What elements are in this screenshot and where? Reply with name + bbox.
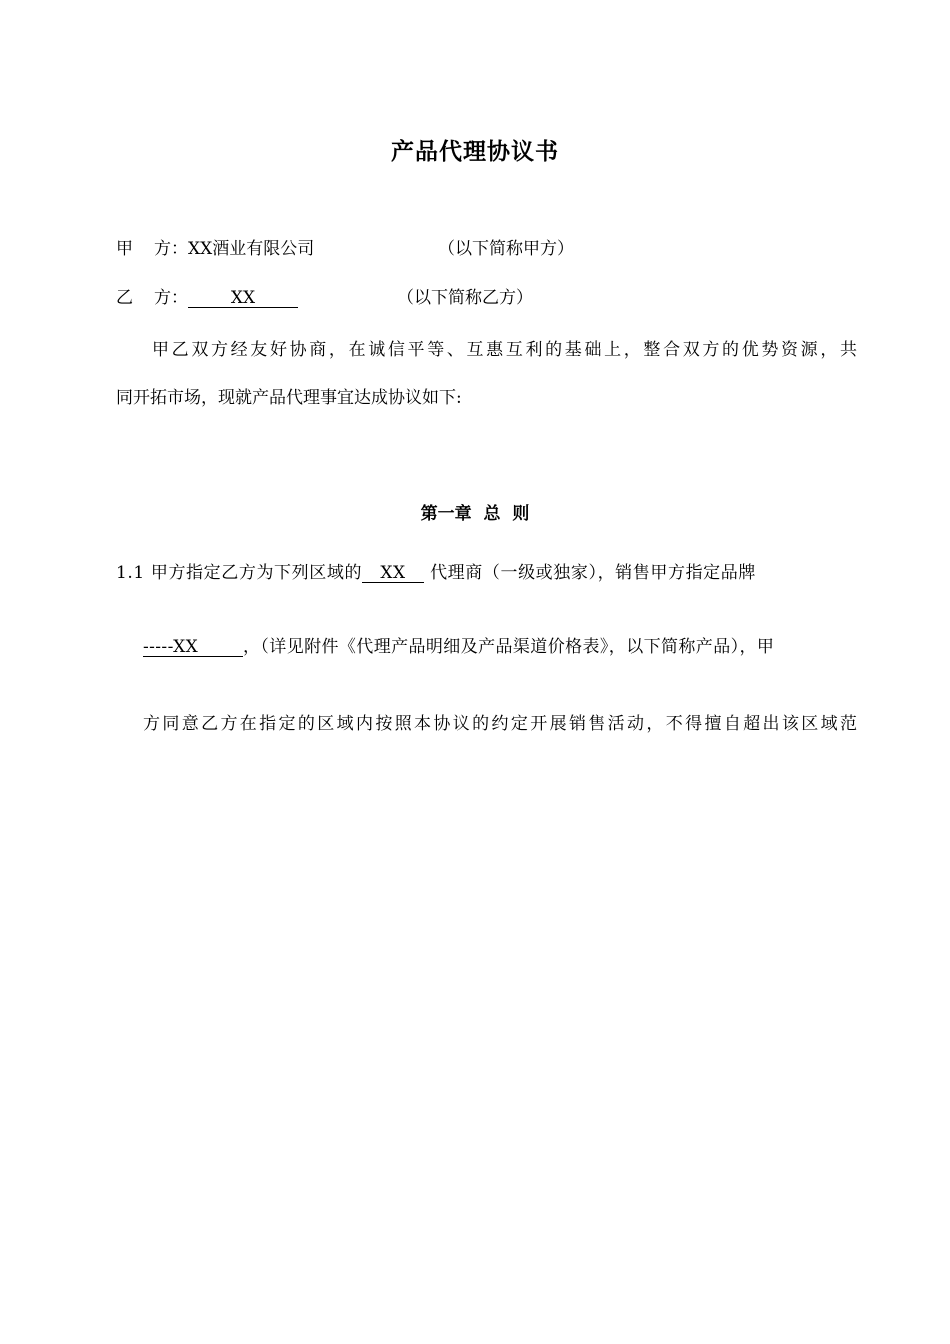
clause-text-part1: 甲方指定乙方为下列区域的 [150, 563, 363, 583]
region-blank: XX [362, 564, 424, 583]
party-a-note: （以下简称甲方） [438, 239, 574, 259]
clause-1-1-line-2 [143, 636, 774, 658]
clause-1-1-line-1 [116, 562, 756, 584]
party-a-line [116, 238, 314, 260]
party-b-label-suffix: 方： [154, 288, 188, 308]
clause-text-part3: ，（详见附件《代理产品明细及产品渠道价格表》，以下简称产品），甲 [243, 637, 775, 657]
party-b-label: 乙 [116, 288, 133, 308]
party-b-line [116, 287, 298, 309]
intro-line-2: 同开拓市场，现就产品代理事宜达成协议如下: [116, 388, 462, 408]
clause-1-1-line-3: 方同意乙方在指定的区域内按照本协议的约定开展销售活动，不得擅自超出该区域范 [143, 714, 857, 734]
clause-number: 1.1 [116, 563, 145, 583]
party-b-note: （以下简称乙方） [397, 288, 533, 308]
party-a-label-suffix: 方： [154, 239, 188, 259]
document-title: 产品代理协议书 [391, 139, 559, 165]
brand-blank: -----XX [143, 638, 243, 657]
party-a-name: XX酒业有限公司 [188, 239, 315, 259]
chapter-heading: 第一章 总 则 [420, 504, 530, 524]
clause-text-part2: 代理商（一级或独家），销售甲方指定品牌 [430, 563, 756, 583]
intro-line-1: 甲乙双方经友好协商，在诚信平等、互惠互利的基础上，整合双方的优势资源，共 [152, 340, 857, 360]
party-b-name-blank: XX [188, 289, 298, 308]
party-a-label: 甲 [116, 239, 133, 259]
